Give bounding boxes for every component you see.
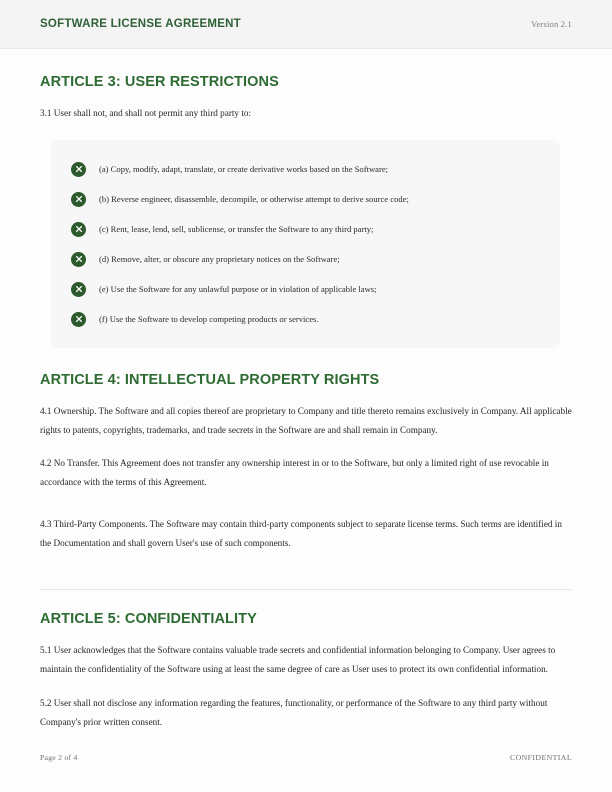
article-5-paragraph-1: 5.1 User acknowledges that the Software contains valuable trade secrets and confidential information belonging to Company. User agrees to maintain the confidentiality of the Software using at least the same degree of care as User uses to protect its own confidential information. [40, 645, 556, 674]
article-5-section [40, 611, 572, 732]
restriction-item-f [71, 304, 542, 334]
x-circle-icon [71, 282, 86, 297]
restriction-text: (e) Use the Software for any unlawful purpose or in violation of applicable laws; [99, 284, 377, 294]
article-5-heading: ARTICLE 5: CONFIDENTIALITY [40, 611, 257, 627]
article-4-heading: ARTICLE 4: INTELLECTUAL PROPERTY RIGHTS [40, 372, 380, 388]
document-version: Version 2.1 [531, 19, 572, 29]
x-circle-icon [71, 222, 86, 237]
x-circle-icon [71, 192, 86, 207]
restriction-text: (a) Copy, modify, adapt, translate, or create derivative works based on the Software; [99, 164, 389, 174]
article-5-paragraph-2: 5.2 User shall not disclose any information regarding the features, functionality, or performance of the Software to any third party without Company's prior written consent. [40, 698, 548, 727]
restriction-item-b [71, 184, 542, 214]
article-3-section [40, 74, 572, 348]
restriction-item-c [71, 214, 542, 244]
x-circle-icon [71, 312, 86, 327]
restriction-text: (c) Rent, lease, lend, sell, sublicense, or transfer the Software to any third party; [99, 224, 374, 234]
restriction-text: (d) Remove, alter, or obscure any proprietary notices on the Software; [99, 254, 340, 264]
document-header [0, 0, 612, 49]
restriction-item-e [71, 274, 542, 304]
restriction-item-a [71, 154, 542, 184]
article-3-intro: 3.1 User shall not, and shall not permit any third party to: [40, 108, 252, 118]
restriction-text: (f) Use the Software to develop competing products or services. [99, 314, 319, 324]
article-3-heading: ARTICLE 3: USER RESTRICTIONS [40, 74, 279, 90]
page-body [0, 74, 612, 732]
section-divider [40, 589, 572, 590]
document-footer [40, 753, 572, 762]
restrictions-box [51, 140, 560, 348]
x-circle-icon [71, 162, 86, 177]
restriction-item-d [71, 244, 542, 274]
document-title: SOFTWARE LICENSE AGREEMENT [40, 18, 241, 30]
article-4-section [40, 372, 572, 553]
x-circle-icon [71, 252, 86, 267]
confidential-label: CONFIDENTIAL [510, 753, 572, 762]
article-4-paragraph-2: 4.2 No Transfer. This Agreement does not transfer any ownership interest in or to the Software, but only a limited right of use revocable in accordance with the terms of this Agreement. [40, 458, 549, 487]
page-number-label: Page 2 of 4 [40, 753, 78, 762]
article-4-paragraph-3: 4.3 Third-Party Components. The Software may contain third-party components subject to separate license terms. Such terms are identified in the Documentation and shall govern User's use of such components. [40, 519, 562, 548]
article-4-paragraph-1: 4.1 Ownership. The Software and all copies thereof are proprietary to Company and title thereto remains exclusively in Company. All applicable rights to patents, copyrights, trademarks, and trade secrets in the Software are and shall remain in Company. [40, 406, 572, 435]
restriction-text: (b) Reverse engineer, disassemble, decompile, or otherwise attempt to derive source code; [99, 194, 409, 204]
